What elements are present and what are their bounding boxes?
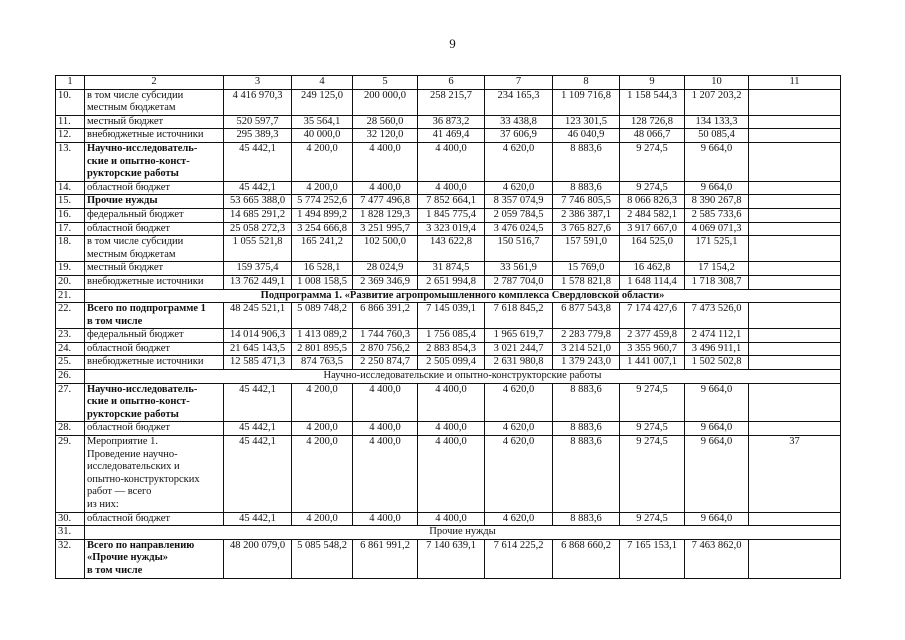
table-row — [56, 208, 841, 222]
value-cell: 8 883,6 — [553, 383, 620, 422]
value-cell: 2 801 895,5 — [292, 342, 353, 356]
row-name-line: Прочие нужды — [87, 195, 158, 207]
value-cell: 4 400,0 — [418, 383, 485, 422]
note-cell — [749, 329, 841, 343]
note-cell — [749, 512, 841, 526]
value-cell: 4 200,0 — [292, 383, 353, 422]
note-cell — [749, 275, 841, 289]
row-name-line: Мероприятие 1. — [87, 436, 159, 448]
row-name — [85, 89, 224, 115]
row-name-line: Проведение научно- — [87, 448, 178, 460]
value-cell: 4 400,0 — [418, 436, 485, 513]
value-cell: 134 133,3 — [685, 115, 749, 129]
value-cell: 50 085,4 — [685, 129, 749, 143]
value-cell: 9 664,0 — [685, 422, 749, 436]
value-cell: 295 389,3 — [224, 129, 292, 143]
value-cell: 4 400,0 — [353, 512, 418, 526]
value-cell: 4 400,0 — [418, 142, 485, 181]
value-cell: 4 200,0 — [292, 181, 353, 195]
note-cell — [749, 89, 841, 115]
row-name — [85, 115, 224, 129]
note-cell — [749, 181, 841, 195]
value-cell: 45 442,1 — [224, 512, 292, 526]
table-row — [56, 275, 841, 289]
row-name — [85, 342, 224, 356]
value-cell: 4 416 970,3 — [224, 89, 292, 115]
row-number: 27. — [56, 383, 85, 422]
value-cell: 1 965 619,7 — [485, 329, 553, 343]
column-header: 1 — [56, 76, 85, 90]
value-cell: 1 744 760,3 — [353, 329, 418, 343]
column-header: 3 — [224, 76, 292, 90]
value-cell: 7 852 664,1 — [418, 195, 485, 209]
value-cell: 143 622,8 — [418, 236, 485, 262]
value-cell: 200 000,0 — [353, 89, 418, 115]
value-cell: 6 861 991,2 — [353, 539, 418, 578]
value-cell: 4 400,0 — [418, 512, 485, 526]
row-number: 16. — [56, 208, 85, 222]
value-cell: 123 301,5 — [553, 115, 620, 129]
value-cell: 46 040,9 — [553, 129, 620, 143]
row-name-line: местным бюджетам — [87, 102, 176, 114]
row-number: 28. — [56, 422, 85, 436]
value-cell: 4 400,0 — [418, 181, 485, 195]
row-name-line: Всего по подпрограмме 1 — [87, 303, 206, 315]
value-cell: 4 620,0 — [485, 512, 553, 526]
row-name — [85, 329, 224, 343]
value-cell: 1 648 114,4 — [620, 275, 685, 289]
row-name-line: областной бюджет — [87, 222, 170, 234]
row-name-line: ские и опытно-конст- — [87, 155, 190, 167]
row-name — [85, 303, 224, 329]
note-cell — [749, 356, 841, 370]
table-row — [56, 436, 841, 513]
row-number: 32. — [56, 539, 85, 578]
row-name-line: внебюджетные источники — [87, 129, 204, 141]
value-cell: 4 400,0 — [353, 142, 418, 181]
value-cell: 4 620,0 — [485, 142, 553, 181]
row-name-line: в том числе — [87, 564, 143, 576]
value-cell: 1 845 775,4 — [418, 208, 485, 222]
row-name — [85, 539, 224, 578]
value-cell: 45 442,1 — [224, 142, 292, 181]
value-cell: 1 502 502,8 — [685, 356, 749, 370]
value-cell: 150 516,7 — [485, 236, 553, 262]
table-row — [56, 526, 841, 540]
value-cell: 7 165 153,1 — [620, 539, 685, 578]
value-cell: 1 441 007,1 — [620, 356, 685, 370]
column-header: 9 — [620, 76, 685, 90]
row-name-line: Научно-исследователь- — [87, 142, 198, 154]
row-name-line: опытно-конструкторских — [87, 473, 200, 485]
row-name-line: местный бюджет — [87, 262, 164, 274]
value-cell: 2 059 784,5 — [485, 208, 553, 222]
value-cell: 7 140 639,1 — [418, 539, 485, 578]
table-row — [56, 89, 841, 115]
row-number: 19. — [56, 262, 85, 276]
table-row — [56, 303, 841, 329]
value-cell: 1 109 716,8 — [553, 89, 620, 115]
row-number: 18. — [56, 236, 85, 262]
column-header: 11 — [749, 76, 841, 90]
value-cell: 7 463 862,0 — [685, 539, 749, 578]
note-cell — [749, 383, 841, 422]
note-cell — [749, 303, 841, 329]
row-name-line: областной бюджет — [87, 422, 170, 434]
row-name-line: из них: — [87, 499, 119, 510]
row-name-line: внебюджетные источники — [87, 275, 204, 287]
value-cell: 6 868 660,2 — [553, 539, 620, 578]
value-cell: 9 274,5 — [620, 512, 685, 526]
value-cell: 9 664,0 — [685, 383, 749, 422]
row-name-line: Всего по направлению — [87, 539, 195, 551]
table-row — [56, 512, 841, 526]
value-cell: 3 765 827,6 — [553, 222, 620, 236]
value-cell: 13 762 449,1 — [224, 275, 292, 289]
value-cell: 8 390 267,8 — [685, 195, 749, 209]
value-cell: 4 069 071,3 — [685, 222, 749, 236]
row-name-line: «Прочие нужды» — [87, 552, 169, 564]
note-cell: 37 — [749, 436, 841, 513]
value-cell: 2 369 346,9 — [353, 275, 418, 289]
value-cell: 1 756 085,4 — [418, 329, 485, 343]
note-cell — [749, 342, 841, 356]
value-cell: 4 400,0 — [353, 181, 418, 195]
value-cell: 1 718 308,7 — [685, 275, 749, 289]
value-cell: 53 665 388,0 — [224, 195, 292, 209]
value-cell: 9 664,0 — [685, 436, 749, 513]
row-name-line: федеральный бюджет — [87, 329, 184, 341]
value-cell: 8 066 826,3 — [620, 195, 685, 209]
table-row — [56, 115, 841, 129]
value-cell: 1 494 899,2 — [292, 208, 353, 222]
column-header: 2 — [85, 76, 224, 90]
row-number: 29. — [56, 436, 85, 513]
column-header: 6 — [418, 76, 485, 90]
value-cell: 234 165,3 — [485, 89, 553, 115]
value-cell: 1 578 821,8 — [553, 275, 620, 289]
value-cell: 9 274,5 — [620, 436, 685, 513]
row-name-line: работ — всего — [87, 486, 152, 498]
row-number: 13. — [56, 142, 85, 181]
value-cell: 9 274,5 — [620, 383, 685, 422]
value-cell: 9 664,0 — [685, 142, 749, 181]
value-cell: 1 379 243,0 — [553, 356, 620, 370]
row-name — [85, 262, 224, 276]
column-header: 7 — [485, 76, 553, 90]
value-cell: 1 055 521,8 — [224, 236, 292, 262]
value-cell: 48 066,7 — [620, 129, 685, 143]
row-name-line: в том числе субсидии — [87, 89, 184, 101]
value-cell: 4 620,0 — [485, 383, 553, 422]
row-name — [85, 356, 224, 370]
value-cell: 7 174 427,6 — [620, 303, 685, 329]
value-cell: 3 917 667,0 — [620, 222, 685, 236]
column-header: 8 — [553, 76, 620, 90]
value-cell: 14 685 291,2 — [224, 208, 292, 222]
note-cell — [749, 422, 841, 436]
value-cell: 9 274,5 — [620, 422, 685, 436]
note-cell — [749, 129, 841, 143]
value-cell: 3 254 666,8 — [292, 222, 353, 236]
table-row — [56, 539, 841, 578]
value-cell: 3 496 911,1 — [685, 342, 749, 356]
column-header: 10 — [685, 76, 749, 90]
row-name — [85, 422, 224, 436]
row-name-line: федеральный бюджет — [87, 208, 184, 220]
value-cell: 128 726,8 — [620, 115, 685, 129]
row-number: 15. — [56, 195, 85, 209]
value-cell: 2 631 980,8 — [485, 356, 553, 370]
value-cell: 4 400,0 — [353, 383, 418, 422]
value-cell: 164 525,0 — [620, 236, 685, 262]
row-name — [85, 129, 224, 143]
value-cell: 874 763,5 — [292, 356, 353, 370]
row-name — [85, 222, 224, 236]
value-cell: 28 560,0 — [353, 115, 418, 129]
table-row — [56, 236, 841, 262]
row-number: 23. — [56, 329, 85, 343]
page-number: 9 — [449, 36, 456, 51]
note-cell — [749, 208, 841, 222]
row-name-line: Научно-исследователь- — [87, 383, 198, 395]
table-row — [56, 181, 841, 195]
value-cell: 37 606,9 — [485, 129, 553, 143]
value-cell: 5 085 548,2 — [292, 539, 353, 578]
row-number: 26. — [56, 370, 85, 384]
header-row — [56, 76, 841, 90]
value-cell: 2 474 112,1 — [685, 329, 749, 343]
value-cell: 2 377 459,8 — [620, 329, 685, 343]
value-cell: 45 442,1 — [224, 383, 292, 422]
value-cell: 7 618 845,2 — [485, 303, 553, 329]
value-cell: 7 477 496,8 — [353, 195, 418, 209]
value-cell: 258 215,7 — [418, 89, 485, 115]
value-cell: 9 274,5 — [620, 181, 685, 195]
value-cell: 159 375,4 — [224, 262, 292, 276]
value-cell: 48 245 521,1 — [224, 303, 292, 329]
row-name-line: областной бюджет — [87, 342, 170, 354]
value-cell: 15 769,0 — [553, 262, 620, 276]
table-row — [56, 129, 841, 143]
row-name — [85, 383, 224, 422]
value-cell: 4 620,0 — [485, 181, 553, 195]
note-cell — [749, 222, 841, 236]
value-cell: 3 214 521,0 — [553, 342, 620, 356]
table-row — [56, 370, 841, 384]
value-cell: 45 442,1 — [224, 422, 292, 436]
row-number: 12. — [56, 129, 85, 143]
value-cell: 28 024,9 — [353, 262, 418, 276]
value-cell: 7 746 805,5 — [553, 195, 620, 209]
value-cell: 16 528,1 — [292, 262, 353, 276]
value-cell: 8 883,6 — [553, 422, 620, 436]
column-header: 5 — [353, 76, 418, 90]
row-number: 25. — [56, 356, 85, 370]
value-cell: 8 883,6 — [553, 181, 620, 195]
value-cell: 17 154,2 — [685, 262, 749, 276]
value-cell: 2 883 854,3 — [418, 342, 485, 356]
value-cell: 7 473 526,0 — [685, 303, 749, 329]
value-cell: 3 476 024,5 — [485, 222, 553, 236]
value-cell: 31 874,5 — [418, 262, 485, 276]
value-cell: 2 651 994,8 — [418, 275, 485, 289]
row-name — [85, 436, 224, 513]
value-cell: 8 883,6 — [553, 436, 620, 513]
row-name-line: местный бюджет — [87, 115, 164, 127]
value-cell: 12 585 471,3 — [224, 356, 292, 370]
table-row — [56, 329, 841, 343]
row-name-line: областной бюджет — [87, 181, 170, 193]
row-name — [85, 195, 224, 209]
column-header: 4 — [292, 76, 353, 90]
value-cell: 8 883,6 — [553, 512, 620, 526]
value-cell: 7 145 039,1 — [418, 303, 485, 329]
value-cell: 4 400,0 — [353, 436, 418, 513]
value-cell: 16 462,8 — [620, 262, 685, 276]
note-cell — [749, 236, 841, 262]
value-cell: 5 774 252,6 — [292, 195, 353, 209]
value-cell: 102 500,0 — [353, 236, 418, 262]
row-name-line: рукторские работы — [87, 408, 179, 420]
value-cell: 8 357 074,9 — [485, 195, 553, 209]
value-cell: 2 250 874,7 — [353, 356, 418, 370]
row-number: 22. — [56, 303, 85, 329]
table-row — [56, 383, 841, 422]
value-cell: 5 089 748,2 — [292, 303, 353, 329]
row-name-line: рукторские работы — [87, 168, 179, 180]
table-row — [56, 342, 841, 356]
table-row — [56, 422, 841, 436]
table-row — [56, 356, 841, 370]
value-cell: 21 645 143,5 — [224, 342, 292, 356]
row-number: 30. — [56, 512, 85, 526]
section-title: Научно-исследовательские и опытно-конструкторские работы — [85, 370, 841, 384]
value-cell: 6 866 391,2 — [353, 303, 418, 329]
value-cell: 1 207 203,2 — [685, 89, 749, 115]
value-cell: 1 413 089,2 — [292, 329, 353, 343]
table-row — [56, 195, 841, 209]
value-cell: 2 484 582,1 — [620, 208, 685, 222]
value-cell: 45 442,1 — [224, 181, 292, 195]
value-cell: 2 787 704,0 — [485, 275, 553, 289]
row-name-line: ские и опытно-конст- — [87, 396, 190, 408]
value-cell: 4 200,0 — [292, 422, 353, 436]
row-name-line: областной бюджет — [87, 512, 170, 524]
value-cell: 4 200,0 — [292, 142, 353, 181]
row-number: 21. — [56, 289, 85, 303]
value-cell: 33 438,8 — [485, 115, 553, 129]
value-cell: 48 200 079,0 — [224, 539, 292, 578]
row-name-line: в том числе субсидии — [87, 236, 184, 248]
value-cell: 171 525,1 — [685, 236, 749, 262]
value-cell: 7 614 225,2 — [485, 539, 553, 578]
value-cell: 2 505 099,4 — [418, 356, 485, 370]
row-name — [85, 208, 224, 222]
row-name — [85, 236, 224, 262]
value-cell: 9 664,0 — [685, 181, 749, 195]
value-cell: 4 400,0 — [418, 422, 485, 436]
row-number: 24. — [56, 342, 85, 356]
value-cell: 2 870 756,2 — [353, 342, 418, 356]
section-title: Прочие нужды — [85, 526, 841, 540]
table-row — [56, 262, 841, 276]
row-number: 11. — [56, 115, 85, 129]
value-cell: 4 620,0 — [485, 436, 553, 513]
value-cell: 35 564,1 — [292, 115, 353, 129]
value-cell: 3 323 019,4 — [418, 222, 485, 236]
value-cell: 1 008 158,5 — [292, 275, 353, 289]
table-row — [56, 222, 841, 236]
value-cell: 32 120,0 — [353, 129, 418, 143]
value-cell: 3 021 244,7 — [485, 342, 553, 356]
row-number: 17. — [56, 222, 85, 236]
value-cell: 4 620,0 — [485, 422, 553, 436]
value-cell: 4 200,0 — [292, 436, 353, 513]
value-cell: 25 058 272,3 — [224, 222, 292, 236]
value-cell: 40 000,0 — [292, 129, 353, 143]
value-cell: 4 400,0 — [353, 422, 418, 436]
table-row — [56, 289, 841, 303]
value-cell: 3 355 960,7 — [620, 342, 685, 356]
value-cell: 14 014 906,3 — [224, 329, 292, 343]
note-cell — [749, 115, 841, 129]
row-name-line: в том числе — [87, 315, 143, 327]
value-cell: 8 883,6 — [553, 142, 620, 181]
table-row — [56, 142, 841, 181]
value-cell: 165 241,2 — [292, 236, 353, 262]
note-cell — [749, 539, 841, 578]
value-cell: 9 274,5 — [620, 142, 685, 181]
value-cell: 2 585 733,6 — [685, 208, 749, 222]
row-number: 10. — [56, 89, 85, 115]
note-cell — [749, 142, 841, 181]
value-cell: 1 158 544,3 — [620, 89, 685, 115]
row-name-line: исследовательских и — [87, 461, 180, 473]
value-cell: 157 591,0 — [553, 236, 620, 262]
row-name — [85, 142, 224, 181]
value-cell: 249 125,0 — [292, 89, 353, 115]
row-number: 20. — [56, 275, 85, 289]
row-name — [85, 512, 224, 526]
value-cell: 2 283 779,8 — [553, 329, 620, 343]
value-cell: 36 873,2 — [418, 115, 485, 129]
value-cell: 3 251 995,7 — [353, 222, 418, 236]
value-cell: 4 200,0 — [292, 512, 353, 526]
row-number: 14. — [56, 181, 85, 195]
section-title: Подпрограмма 1. «Развитие агропромышленного комплекса Свердловской области» — [85, 289, 841, 303]
note-cell — [749, 262, 841, 276]
value-cell: 45 442,1 — [224, 436, 292, 513]
value-cell: 33 561,9 — [485, 262, 553, 276]
value-cell: 520 597,7 — [224, 115, 292, 129]
row-name-line: внебюджетные источники — [87, 356, 204, 368]
row-name-line: местным бюджетам — [87, 248, 176, 260]
row-number: 31. — [56, 526, 85, 540]
row-name — [85, 181, 224, 195]
value-cell: 9 664,0 — [685, 512, 749, 526]
value-cell: 6 877 543,8 — [553, 303, 620, 329]
value-cell: 41 469,4 — [418, 129, 485, 143]
row-name — [85, 275, 224, 289]
budget-table — [55, 75, 841, 579]
note-cell — [749, 195, 841, 209]
value-cell: 2 386 387,1 — [553, 208, 620, 222]
value-cell: 1 828 129,3 — [353, 208, 418, 222]
